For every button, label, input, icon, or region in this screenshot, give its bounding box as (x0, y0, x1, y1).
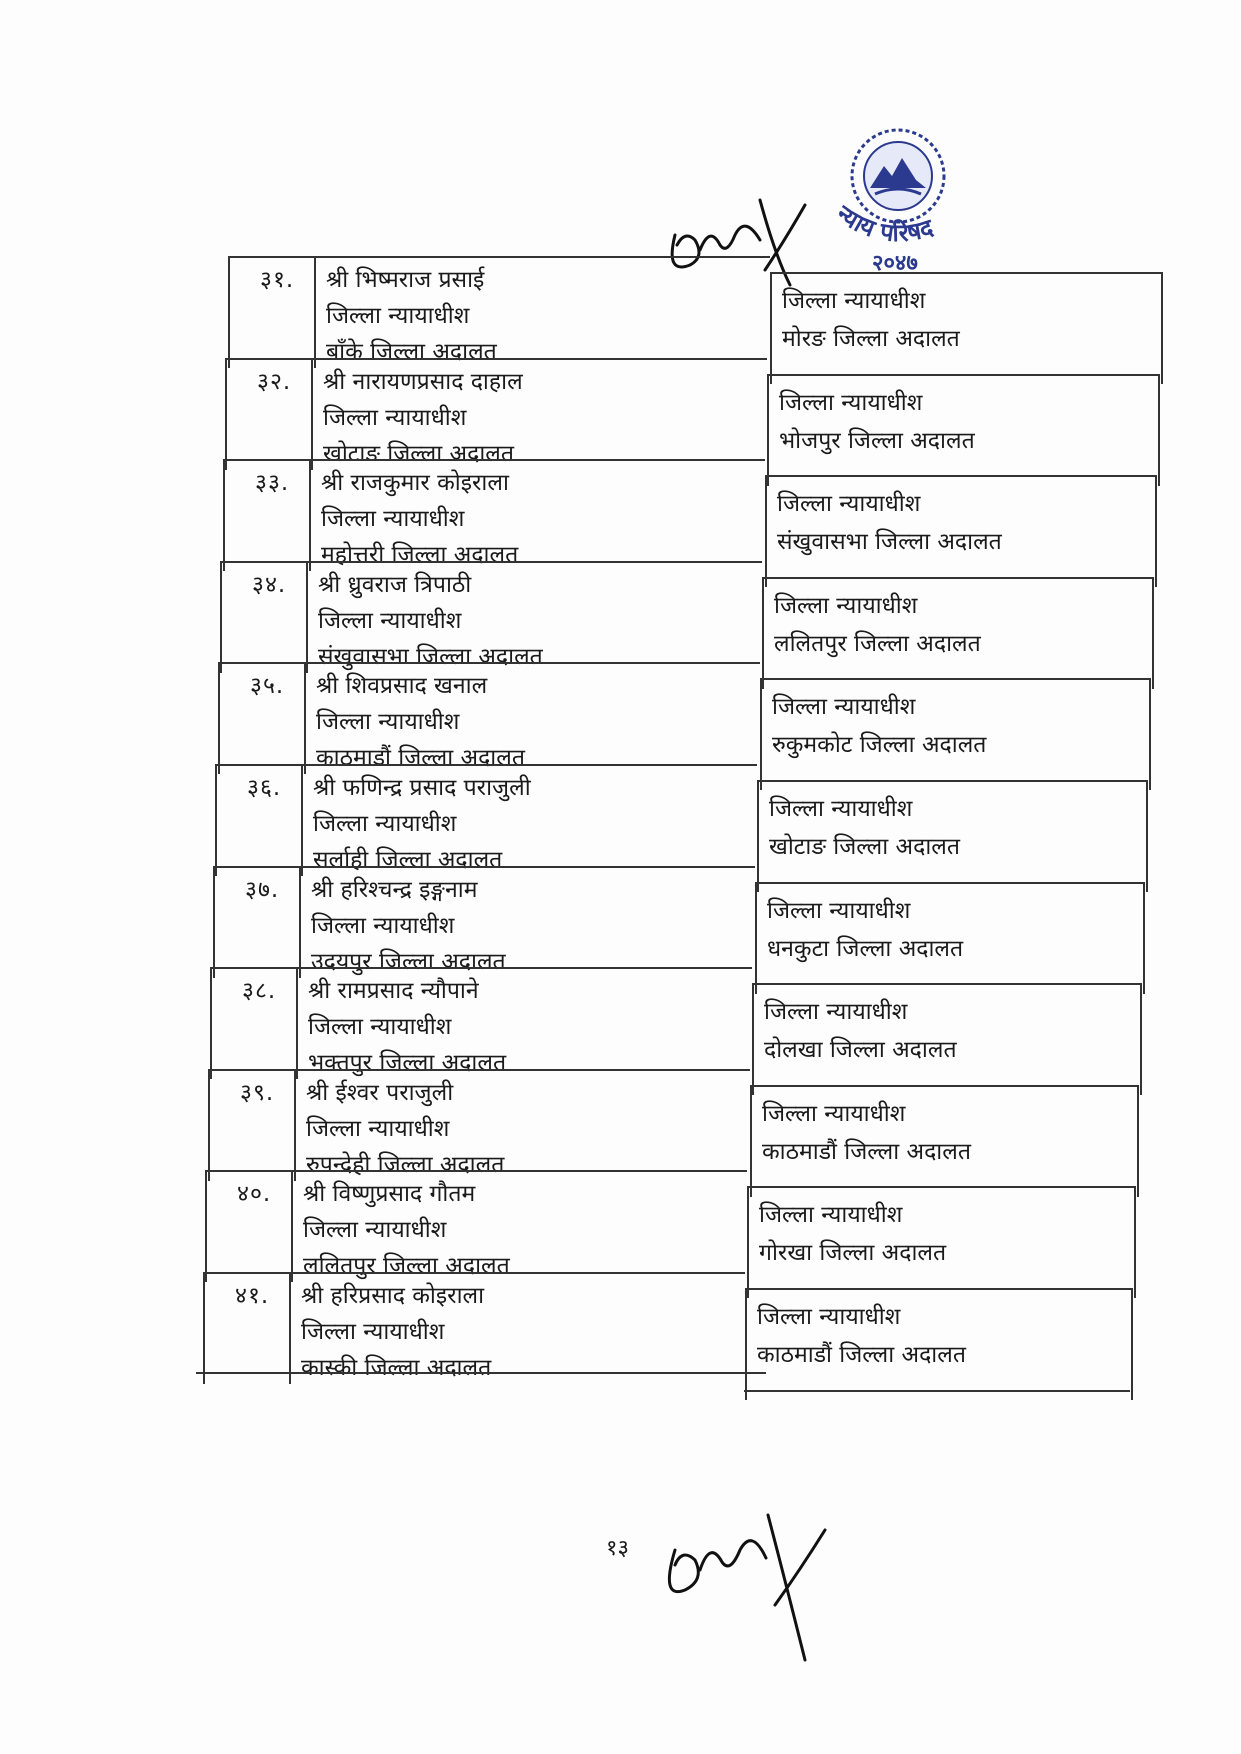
new-post: जिल्ला न्यायाधीश (757, 1304, 901, 1330)
svg-text:न्याय परिषद: न्याय परिषद (831, 199, 937, 248)
serial-number: ३६. (215, 764, 303, 876)
table-row (0, 764, 1241, 876)
current-court: रुपन्देही जिल्ला अदालत (306, 1152, 505, 1178)
serial-number: ३८. (210, 967, 298, 1079)
current-post: जिल्ला न्यायाधीश (318, 608, 462, 634)
current-posting (321, 459, 763, 571)
current-posting (301, 1272, 743, 1384)
table-row (0, 866, 1241, 978)
judge-name: श्री विष्णुप्रसाद गौतम (303, 1181, 476, 1207)
current-court: उदयपुर जिल्ला अदालत (311, 949, 506, 975)
current-court: बाँके जिल्ला अदालत (326, 339, 497, 365)
new-court: रुकुमकोट जिल्ला अदालत (772, 732, 987, 758)
current-court: काठमाडौं जिल्ला अदालत (316, 745, 525, 771)
table-row (0, 967, 1241, 1079)
current-court: महोत्तरी जिल्ला अदालत (321, 542, 519, 568)
current-posting (311, 866, 753, 978)
signature-bottom (660, 1510, 835, 1670)
new-post: जिल्ला न्यायाधीश (762, 1101, 906, 1127)
new-post: जिल्ला न्यायाधीश (774, 593, 918, 619)
current-court: संखुवासभा जिल्ला अदालत (318, 644, 543, 670)
table-row (0, 561, 1241, 673)
judge-name: श्री हरिश्चन्द्र इङ्गनाम (311, 877, 478, 903)
current-court: भक्तपुर जिल्ला अदालत (308, 1050, 507, 1076)
new-court: काठमाडौं जिल्ला अदालत (757, 1342, 966, 1368)
table-row (0, 1272, 1241, 1384)
judge-name: श्री रामप्रसाद न्यौपाने (308, 978, 479, 1004)
new-post: जिल्ला न्यायाधीश (782, 288, 926, 314)
new-post: जिल्ला न्यायाधीश (764, 999, 908, 1025)
current-posting (308, 967, 750, 1079)
new-court: संखुवासभा जिल्ला अदालत (777, 529, 1002, 555)
serial-number: ३७. (213, 866, 301, 978)
serial-number: ३९. (208, 1069, 296, 1181)
current-posting (303, 1170, 745, 1282)
serial-number: ३३. (223, 459, 311, 571)
judge-name: श्री ध्रुवराज त्रिपाठी (318, 572, 472, 598)
current-post: जिल्ला न्यायाधीश (316, 709, 460, 735)
current-posting (316, 662, 758, 774)
current-posting (323, 358, 765, 470)
current-posting (313, 764, 755, 876)
new-court: खोटाङ जिल्ला अदालत (769, 834, 960, 860)
current-court: कास्की जिल्ला अदालत (301, 1355, 492, 1381)
judge-name: श्री नारायणप्रसाद दाहाल (323, 369, 523, 395)
judge-name: श्री राजकुमार कोइराला (321, 470, 509, 496)
current-post: जिल्ला न्यायाधीश (323, 405, 467, 431)
current-post: जिल्ला न्यायाधीश (303, 1217, 447, 1243)
current-post: जिल्ला न्यायाधीश (301, 1319, 445, 1345)
current-post: जिल्ला न्यायाधीश (313, 811, 457, 837)
current-post: जिल्ला न्यायाधीश (308, 1014, 452, 1040)
current-post: जिल्ला न्यायाधीश (311, 913, 455, 939)
table-bottom-border-right (744, 1390, 1130, 1392)
serial-number: ३४. (220, 561, 308, 673)
new-court: गोरखा जिल्ला अदालत (759, 1240, 947, 1266)
current-court: ललितपुर जिल्ला अदालत (303, 1253, 510, 1279)
new-post: जिल्ला न्यायाधीश (769, 796, 913, 822)
current-court: सर्लाही जिल्ला अदालत (313, 847, 503, 873)
new-post: जिल्ला न्यायाधीश (779, 390, 923, 416)
table-row (0, 459, 1241, 571)
judge-name: श्री हरिप्रसाद कोइराला (301, 1283, 485, 1309)
current-posting (318, 561, 760, 673)
judge-name: श्री फणिन्द्र प्रसाद पराजुली (313, 775, 531, 801)
new-court: मोरङ जिल्ला अदालत (782, 326, 960, 352)
table-bottom-border (196, 1372, 766, 1374)
new-post: जिल्ला न्यायाधीश (777, 491, 921, 517)
svg-text:२०४७: २०४७ (872, 251, 918, 276)
serial-number: ४०. (205, 1170, 293, 1282)
new-court: दोलखा जिल्ला अदालत (764, 1037, 957, 1063)
serial-number: ३१. (228, 256, 316, 368)
table-row (0, 1069, 1241, 1181)
table-row (0, 1170, 1241, 1282)
new-court: धनकुटा जिल्ला अदालत (767, 936, 964, 962)
current-post: जिल्ला न्यायाधीश (306, 1116, 450, 1142)
judicial-council-seal (820, 118, 980, 278)
new-court: काठमाडौं जिल्ला अदालत (762, 1139, 971, 1165)
new-post: जिल्ला न्यायाधीश (767, 898, 911, 924)
serial-number: ३२. (225, 358, 313, 470)
serial-number: ४१. (203, 1272, 291, 1384)
judge-name: श्री शिवप्रसाद खनाल (316, 673, 488, 699)
current-post: जिल्ला न्यायाधीश (321, 506, 465, 532)
new-post: जिल्ला न्यायाधीश (772, 694, 916, 720)
current-post: जिल्ला न्यायाधीश (326, 303, 470, 329)
table-row (0, 256, 1241, 368)
judge-name: श्री भिष्मराज प्रसाई (326, 267, 485, 293)
new-court: ललितपुर जिल्ला अदालत (774, 631, 981, 657)
new-court: भोजपुर जिल्ला अदालत (779, 428, 975, 454)
current-court: खोटाङ जिल्ला अदालत (323, 441, 514, 467)
serial-number: ३५. (218, 662, 306, 774)
table-row (0, 358, 1241, 470)
table-row (0, 662, 1241, 774)
page-number: १३ (606, 1536, 629, 1561)
judge-name: श्री ईश्वर पराजुली (306, 1080, 454, 1106)
new-posting (745, 1288, 1133, 1400)
current-posting (326, 256, 768, 368)
new-post: जिल्ला न्यायाधीश (759, 1202, 903, 1228)
current-posting (306, 1069, 748, 1181)
